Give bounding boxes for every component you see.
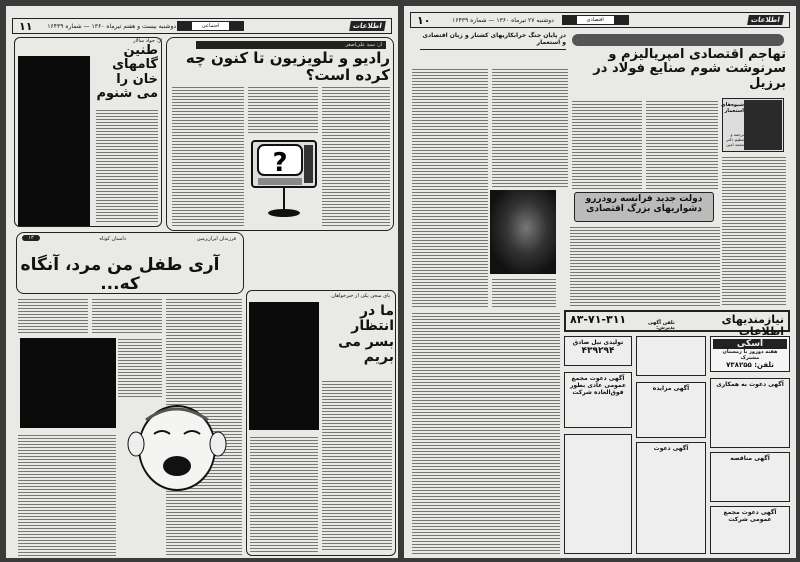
ad-illustration-box [636, 336, 706, 376]
masthead-logo: اطلاعات [349, 21, 386, 31]
child-text [18, 298, 88, 334]
photo-blacked [20, 338, 116, 428]
ad-title: آگهی مزایده [652, 385, 690, 392]
radio-intro [248, 86, 318, 134]
ad-title: اسکی [713, 339, 787, 349]
masthead-logo: اطلاعات [747, 15, 784, 25]
wait-text [250, 436, 318, 552]
main-article-title: تهاجم اقتصادی امپریالیزم و سرنوشت شوم صنایع فولاد در برزیل [593, 47, 786, 91]
ad-title: آگهی مناقصه [730, 455, 770, 462]
child-section: فرزندان ایران‌زمین [196, 236, 236, 242]
radio-title: رادیو و تلویزیون تا کنون چه کرده است؟ [185, 49, 390, 84]
photo-blacked [249, 302, 319, 430]
classifieds-phone: ۸۳-۷۱-۳۱۱ [570, 313, 627, 326]
ad-title: آگهی دعوت به همکاری [716, 381, 784, 388]
ad-box [710, 336, 790, 372]
article-text [572, 100, 642, 190]
radio-kicker: از: سید علی‌اصغر [196, 41, 386, 49]
child-title: آری طفل من مرد، آنگاه که... [20, 255, 220, 294]
page-number: ۱۰ [417, 13, 431, 27]
photo-caption [492, 278, 556, 308]
wait-text [322, 380, 392, 552]
poem-title: طنین گامهای خان را می شنوم [96, 43, 158, 101]
classifieds-title: نیازمندیهای اطلاعات [721, 313, 784, 339]
series-label: شیوه‌های استعمار [721, 102, 744, 114]
radio-text [322, 86, 390, 226]
ad-box [564, 434, 632, 554]
tv-question-mark-illustration [250, 139, 318, 219]
child-text [92, 298, 162, 334]
classifieds-label: تلفن آگهی پذیرش: [647, 319, 675, 332]
page-header [410, 12, 790, 28]
kicker-bar [572, 34, 784, 46]
newspaper-page-11 [6, 6, 398, 558]
wait-kicker: پای سخن یکی از خیرخواهان [331, 293, 390, 299]
article-text [646, 100, 718, 190]
date: دوشنبه بیست و هفتم تیرماه ۱۳۶۰ [91, 22, 177, 30]
poem-text [96, 109, 158, 224]
article-text [492, 68, 568, 188]
politician-photo [490, 190, 556, 274]
page-number: ۱۱ [19, 19, 33, 33]
article-text [412, 312, 560, 554]
date: دوشنبه ۲۷ تیرماه ۱۳۶۰ [496, 16, 554, 24]
child-badge: ۱۳ [22, 235, 40, 241]
ad-box [636, 382, 706, 438]
ad-box [564, 372, 632, 428]
photo-blacked [18, 56, 90, 226]
france-text [570, 226, 720, 306]
article-text [412, 68, 488, 308]
ad-phone: تلفن: ۷۳۸۲۵۵ [726, 361, 774, 369]
ad-box [636, 442, 706, 554]
child-text [18, 434, 116, 556]
issue-info: دوشنبه ۲۷ تیرماه ۱۳۶۰ — شماره ۱۶۴۳۹ [452, 16, 554, 24]
child-kicker: داستان کوتاه [99, 236, 126, 242]
article-text [722, 156, 786, 306]
ad-title: آگهی دعوت مجمع عمومی شرکت [723, 509, 777, 523]
newspaper-page-10 [404, 6, 796, 558]
issue-info: دوشنبه بیست و هفتم تیرماه ۱۳۶۰ — شماره ۱۶۴۳۹ [47, 22, 177, 30]
author-portrait [744, 100, 782, 150]
france-article-title: دولت جدید فرانسه رودررو دشواریهای بزرگ اقتصادی [585, 194, 703, 214]
ad-subtitle: هفته دوروز با زمستان مشترک [722, 349, 778, 361]
ad-title: آگهی دعوت مجمع عمومی عادی بطور فوق‌العاده شرکت [569, 375, 627, 396]
classifieds-banner-text [570, 314, 784, 338]
lead-summary: در پایان جنگ خرابکاریهای کشتار و زیان اقتصادی و استعمار [420, 33, 566, 50]
wait-title: ما در انتظار بسر می بریم [338, 303, 394, 366]
crying-child-illustration [124, 400, 230, 496]
poem-byline: از: جواد سالار [133, 38, 162, 44]
ad-phone: ۴۳۹۲۹۴ [581, 346, 615, 356]
ad-box [710, 452, 790, 502]
ad-title: تولیدی نیل صادق [572, 339, 624, 346]
ad-box [710, 378, 790, 448]
ad-title: آگهی دعوت [653, 445, 689, 452]
ad-box [564, 336, 632, 366]
section-tab: اقتصادی [576, 15, 615, 25]
section-tab: اجتماعی [191, 21, 231, 31]
issue-number: شماره ۱۶۴۳۹ [47, 22, 82, 30]
svg-text:?: ? [272, 148, 288, 178]
child-text [118, 338, 162, 398]
issue-number: شماره ۱۶۴۳۹ [452, 16, 487, 24]
translator: ترجمه و تنظیم دکتر محمد امین [726, 132, 744, 147]
radio-text [172, 86, 244, 226]
page-header [12, 18, 392, 34]
ad-box [710, 506, 790, 554]
